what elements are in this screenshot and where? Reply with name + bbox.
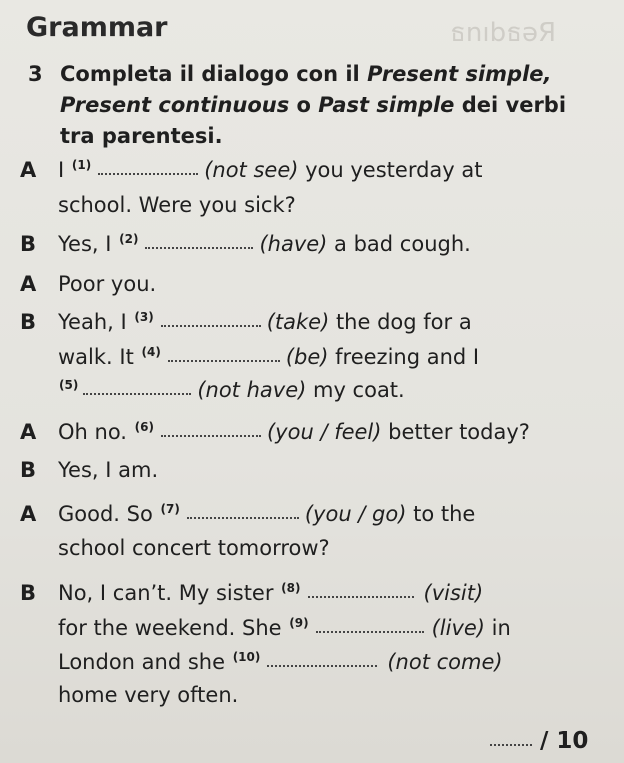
bleed-through-text: ธnıbธəЯ	[450, 18, 557, 48]
line-pre: London and she	[58, 650, 232, 674]
instruction-tense-1: Present simple, Present continuous	[60, 62, 552, 117]
line-pre: Yeah, I	[58, 310, 134, 334]
score-blank[interactable]	[490, 743, 532, 746]
line-pre: school concert tomorrow?	[58, 536, 330, 560]
line-text	[58, 616, 511, 640]
line-pre: No, I can’t. My sister	[58, 581, 281, 605]
answer-blank[interactable]	[316, 630, 424, 633]
score-total: / 10	[540, 728, 589, 754]
verb-hint: (you / go)	[304, 502, 407, 526]
verb-hint: (not have)	[197, 378, 307, 402]
blank-number: (3)	[134, 310, 154, 324]
line-pre: Poor you.	[58, 272, 157, 296]
line-pre: school. Were you sick?	[58, 193, 296, 217]
line-pre: Good. So	[58, 502, 160, 526]
speaker-label: A	[20, 502, 37, 526]
exercise-instruction	[60, 59, 600, 152]
speaker-label: A	[20, 272, 37, 296]
verb-hint: (visit)	[423, 581, 484, 605]
line-post: the dog for a	[329, 310, 472, 334]
verb-hint: (not come)	[387, 650, 503, 674]
line-text	[58, 536, 330, 560]
blank-number: (6)	[134, 420, 154, 434]
answer-blank[interactable]	[267, 664, 377, 667]
answer-blank[interactable]	[168, 359, 280, 362]
line-text	[58, 458, 158, 482]
answer-blank[interactable]	[187, 516, 299, 519]
line-pre: Yes, I am.	[58, 458, 159, 482]
speaker-label: B	[20, 581, 37, 605]
instruction-tense-2: Past simple	[318, 93, 455, 117]
verb-hint: (have)	[259, 232, 328, 256]
blank-number: (5)	[59, 378, 79, 392]
line-post: a bad cough.	[327, 232, 471, 256]
blank-number: (10)	[232, 650, 261, 664]
speaker-label: B	[20, 232, 37, 256]
line-pre: Yes, I	[58, 232, 119, 256]
instruction-text-2: o	[289, 93, 319, 117]
line-pre: home very often.	[58, 683, 239, 707]
line-text	[58, 158, 483, 182]
line-text	[58, 581, 483, 605]
answer-blank[interactable]	[161, 324, 261, 327]
answer-blank[interactable]	[145, 246, 253, 249]
line-pre: I	[58, 158, 71, 182]
line-text	[58, 345, 479, 369]
blank-number: (1)	[71, 158, 92, 172]
speaker-label: A	[20, 420, 37, 444]
blank-number: (9)	[289, 616, 309, 630]
line-post: my coat.	[306, 378, 405, 402]
line-post: in	[485, 616, 511, 640]
exercise-number: 3	[28, 62, 43, 86]
instruction-text-3: dei verbi tra parentesi.	[60, 93, 567, 148]
line-text	[58, 650, 503, 674]
line-text	[58, 502, 475, 526]
line-text	[58, 310, 472, 334]
blank-number: (2)	[119, 232, 139, 246]
line-pre: for the weekend. She	[58, 616, 289, 640]
instruction-text-1: Completa il dialogo con il	[60, 62, 368, 86]
speaker-label: B	[20, 458, 37, 482]
verb-hint: (take)	[266, 310, 330, 334]
section-title: Grammar	[26, 12, 168, 43]
blank-number: (7)	[160, 502, 180, 516]
blank-number: (4)	[141, 345, 161, 359]
answer-blank[interactable]	[308, 595, 414, 598]
line-text	[58, 683, 238, 707]
line-pre: walk. It	[58, 345, 141, 369]
line-post: you yesterday at	[298, 158, 483, 182]
verb-hint: (live)	[431, 616, 485, 640]
answer-blank[interactable]	[161, 434, 261, 437]
line-post: better today?	[381, 420, 530, 444]
score-box	[490, 728, 588, 754]
answer-blank[interactable]	[98, 172, 198, 175]
verb-hint: (you / feel)	[266, 420, 382, 444]
line-text	[58, 193, 296, 217]
line-text	[58, 420, 530, 444]
line-text	[58, 272, 156, 296]
line-pre: Oh no.	[58, 420, 134, 444]
speaker-label: A	[20, 158, 37, 182]
verb-hint: (not see)	[204, 158, 299, 182]
line-post: freezing and I	[328, 345, 480, 369]
answer-blank[interactable]	[83, 392, 191, 395]
line-post: to the	[406, 502, 476, 526]
speaker-label: B	[20, 310, 37, 334]
verb-hint: (be)	[285, 345, 329, 369]
blank-number: (8)	[281, 581, 301, 595]
line-text	[58, 232, 471, 256]
line-text	[58, 378, 405, 402]
